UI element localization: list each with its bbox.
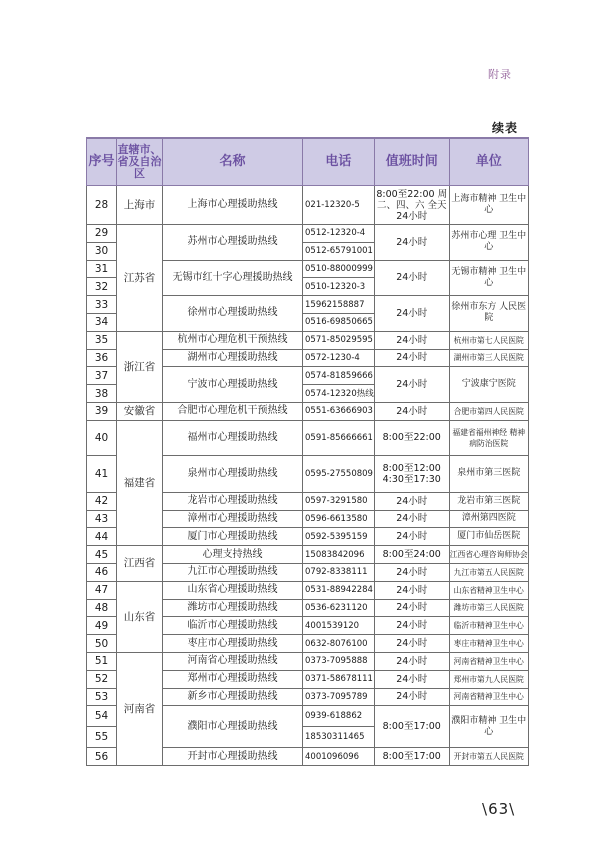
phone-cell: 0592-5395159	[303, 528, 375, 546]
phone-cell: 0597-3291580	[303, 492, 375, 510]
row-number: 45	[87, 546, 117, 564]
unit-cell: 厦门市仙岳医院	[449, 528, 528, 546]
hours-cell: 24小时	[374, 599, 449, 617]
hours-cell: 24小时	[374, 402, 449, 420]
column-header-name: 名称	[163, 138, 303, 186]
hotline-name: 山东省心理援助热线	[163, 581, 303, 599]
phone-cell: 18530311465	[303, 727, 375, 748]
page-number-left-mark: \	[482, 800, 489, 818]
phone-cell: 0510-12320-3	[303, 278, 375, 296]
page-number-value: 63	[488, 800, 510, 818]
hours-cell: 8:00至24:00	[374, 546, 449, 564]
unit-cell: 宁波康宁医院	[449, 367, 528, 403]
hours-cell: 8:00至17:00	[374, 706, 449, 748]
row-number: 36	[87, 349, 117, 367]
phone-cell: 15962158887	[303, 296, 375, 314]
region-cell: 上海市	[117, 186, 163, 225]
phone-cell: 0516-69850665	[303, 313, 375, 331]
unit-cell: 苏州市心理 卫生中心	[449, 225, 528, 261]
hours-cell: 24小时	[374, 581, 449, 599]
row-number: 48	[87, 599, 117, 617]
table-row	[87, 402, 529, 420]
unit-cell: 枣庄市精神卫生中心	[449, 635, 528, 653]
row-number: 28	[87, 186, 117, 225]
hours-cell: 24小时	[374, 492, 449, 510]
table-row	[87, 225, 529, 243]
row-number: 35	[87, 331, 117, 349]
hotline-name: 杭州市心理危机干预热线	[163, 331, 303, 349]
phone-cell: 0595-27550809	[303, 455, 375, 492]
continued-label: 续表	[492, 121, 519, 135]
region-cell: 安徽省	[117, 402, 163, 420]
hotline-table	[86, 137, 529, 766]
hotline-name: 徐州市心理援助热线	[163, 296, 303, 332]
hotline-name: 上海市心理援助热线	[163, 186, 303, 225]
hours-cell: 24小时	[374, 652, 449, 670]
row-number: 52	[87, 670, 117, 688]
row-number: 30	[87, 242, 117, 260]
unit-cell: 湖州市第三人民医院	[449, 349, 528, 367]
unit-cell: 上海市精神 卫生中心	[449, 186, 528, 225]
unit-cell: 江西省心理咨询师协会	[449, 546, 528, 564]
unit-cell: 杭州市第七人民医院	[449, 331, 528, 349]
column-header-unit: 单位	[449, 138, 528, 186]
hours-cell: 24小时	[374, 296, 449, 332]
hours-cell: 24小时	[374, 367, 449, 403]
row-number: 31	[87, 260, 117, 278]
phone-cell: 0792-8338111	[303, 563, 375, 581]
hours-cell: 24小时	[374, 528, 449, 546]
hours-cell: 24小时	[374, 688, 449, 706]
unit-cell: 无锡市精神 卫生中心	[449, 260, 528, 296]
region-cell: 福建省	[117, 420, 163, 545]
hours-cell: 8:00至12:00 4:30至17:30	[374, 455, 449, 492]
phone-cell: 4001096096	[303, 748, 375, 766]
row-number: 34	[87, 313, 117, 331]
hours-cell: 24小时	[374, 260, 449, 296]
row-number: 56	[87, 748, 117, 766]
phone-cell: 0512-12320-4	[303, 225, 375, 243]
column-header-no: 序号	[87, 138, 117, 186]
hotline-name: 郑州市心理援助热线	[163, 670, 303, 688]
hours-cell: 8:00至22:00	[374, 420, 449, 455]
row-number: 43	[87, 510, 117, 528]
unit-cell: 徐州市东方 人民医院	[449, 296, 528, 332]
hours-cell: 24小时	[374, 635, 449, 653]
row-number: 29	[87, 225, 117, 243]
row-number: 38	[87, 385, 117, 403]
phone-cell: 0373-7095888	[303, 652, 375, 670]
row-number: 51	[87, 652, 117, 670]
table-header-row	[87, 138, 529, 186]
column-header-region: 直辖市、省及自治区	[117, 138, 163, 186]
hotline-name: 濮阳市心理援助热线	[163, 706, 303, 748]
row-number: 55	[87, 727, 117, 748]
column-header-phone: 电话	[303, 138, 375, 186]
hotline-name: 龙岩市心理援助热线	[163, 492, 303, 510]
hotline-name: 临沂市心理援助热线	[163, 617, 303, 635]
hotline-name: 无锡市红十字心理援助热线	[163, 260, 303, 296]
unit-cell: 河南省精神卫生中心	[449, 652, 528, 670]
row-number: 37	[87, 367, 117, 385]
row-number: 39	[87, 402, 117, 420]
row-number: 47	[87, 581, 117, 599]
hours-cell: 24小时	[374, 670, 449, 688]
table-row	[87, 331, 529, 349]
row-number: 54	[87, 706, 117, 727]
hours-cell: 24小时	[374, 349, 449, 367]
region-cell: 江苏省	[117, 225, 163, 332]
hotline-name: 开封市心理援助热线	[163, 748, 303, 766]
hotline-name: 漳州市心理援助热线	[163, 510, 303, 528]
hours-cell: 24小时	[374, 225, 449, 261]
hotline-name: 心理支持热线	[163, 546, 303, 564]
hotline-name: 泉州市心理援助热线	[163, 455, 303, 492]
region-cell: 浙江省	[117, 331, 163, 402]
phone-cell: 0371-58678111	[303, 670, 375, 688]
table-row	[87, 652, 529, 670]
unit-cell: 临沂市精神卫生中心	[449, 617, 528, 635]
hotline-name: 厦门市心理援助热线	[163, 528, 303, 546]
phone-cell: 0591-85666661	[303, 420, 375, 455]
hotline-name: 九江市心理援助热线	[163, 563, 303, 581]
page-number-right-mark: \	[509, 800, 516, 818]
appendix-label: 附录	[488, 68, 512, 81]
unit-cell: 郑州市第九人民医院	[449, 670, 528, 688]
table-row	[87, 581, 529, 599]
phone-cell: 0536-6231120	[303, 599, 375, 617]
unit-cell: 泉州市第三医院	[449, 455, 528, 492]
row-number: 40	[87, 420, 117, 455]
phone-cell: 0571-85029595	[303, 331, 375, 349]
phone-cell: 15083842096	[303, 546, 375, 564]
page-number	[482, 800, 515, 818]
region-cell: 山东省	[117, 581, 163, 652]
unit-cell: 合肥市第四人民医院	[449, 402, 528, 420]
hotline-name: 潍坊市心理援助热线	[163, 599, 303, 617]
hotline-name: 福州市心理援助热线	[163, 420, 303, 455]
unit-cell: 开封市第五人民医院	[449, 748, 528, 766]
hours-cell: 24小时	[374, 510, 449, 528]
hotline-name: 合肥市心理危机干预热线	[163, 402, 303, 420]
phone-cell: 0373-7095789	[303, 688, 375, 706]
hotline-name: 湖州市心理援助热线	[163, 349, 303, 367]
region-cell: 江西省	[117, 546, 163, 582]
phone-cell: 0939-618862	[303, 706, 375, 727]
phone-cell: 0551-63666903	[303, 402, 375, 420]
row-number: 46	[87, 563, 117, 581]
row-number: 53	[87, 688, 117, 706]
phone-cell: 0512-65791001	[303, 242, 375, 260]
hours-cell: 24小时	[374, 617, 449, 635]
hotline-name: 枣庄市心理援助热线	[163, 635, 303, 653]
phone-cell: 0596-6613580	[303, 510, 375, 528]
hours-cell: 24小时	[374, 563, 449, 581]
row-number: 33	[87, 296, 117, 314]
unit-cell: 福建省福州神经 精神病防治医院	[449, 420, 528, 455]
phone-cell: 4001539120	[303, 617, 375, 635]
phone-cell: 0574-12320热线	[303, 385, 375, 403]
region-cell: 河南省	[117, 652, 163, 765]
hotline-name: 宁波市心理援助热线	[163, 367, 303, 403]
unit-cell: 龙岩市第三医院	[449, 492, 528, 510]
phone-cell: 0572-1230-4	[303, 349, 375, 367]
row-number: 49	[87, 617, 117, 635]
hotline-name: 苏州市心理援助热线	[163, 225, 303, 261]
row-number: 42	[87, 492, 117, 510]
row-number: 32	[87, 278, 117, 296]
phone-cell: 0574-81859666	[303, 367, 375, 385]
table-row	[87, 420, 529, 455]
phone-cell: 0632-8076100	[303, 635, 375, 653]
table-row	[87, 546, 529, 564]
table-row	[87, 186, 529, 225]
hotline-name: 河南省心理援助热线	[163, 652, 303, 670]
phone-cell: 0531-88942284	[303, 581, 375, 599]
hours-cell: 24小时	[374, 331, 449, 349]
row-number: 44	[87, 528, 117, 546]
unit-cell: 潍坊市第三人民医院	[449, 599, 528, 617]
phone-cell: 0510-88000999	[303, 260, 375, 278]
unit-cell: 九江市第五人民医院	[449, 563, 528, 581]
unit-cell: 河南省精神卫生中心	[449, 688, 528, 706]
unit-cell: 山东省精神卫生中心	[449, 581, 528, 599]
hours-cell: 8:00至17:00	[374, 748, 449, 766]
hotline-name: 新乡市心理援助热线	[163, 688, 303, 706]
phone-cell: 021-12320-5	[303, 186, 375, 225]
row-number: 41	[87, 455, 117, 492]
hours-cell: 8:00至22:00 周二、四、六 全天24小时	[374, 186, 449, 225]
unit-cell: 濮阳市精神 卫生中心	[449, 706, 528, 748]
row-number: 50	[87, 635, 117, 653]
column-header-hours: 值班时间	[374, 138, 449, 186]
unit-cell: 漳州第四医院	[449, 510, 528, 528]
